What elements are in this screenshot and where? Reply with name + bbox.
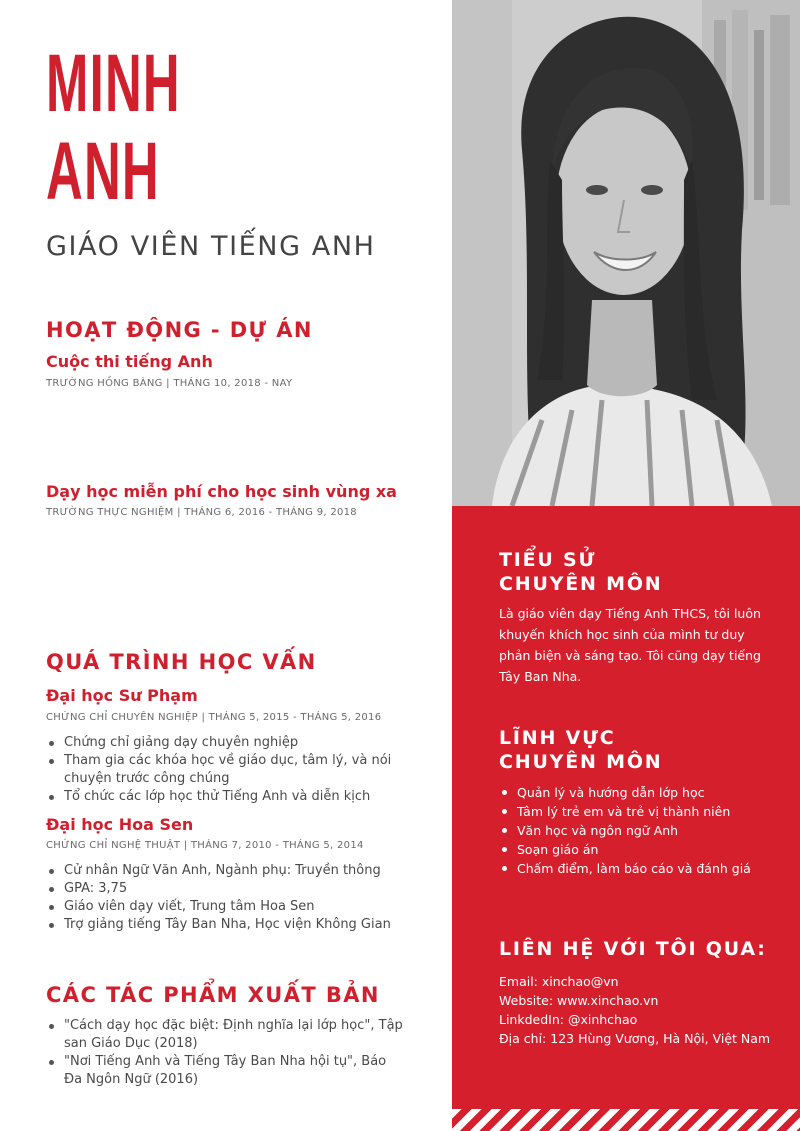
contact-address: Địa chỉ: 123 Hùng Vương, Hà Nội, Việt Nam	[499, 1031, 771, 1046]
education-section-title: QUÁ TRÌNH HỌC VẤN	[46, 650, 317, 674]
list-item: Soạn giáo án	[499, 840, 789, 859]
list-item: Tham gia các khóa học về giáo dục, tâm lý, và nói chuyện trước công chúng	[46, 752, 416, 788]
contact-linkedin[interactable]: LinkdedIn: @xinhchao	[499, 1012, 638, 1027]
activity-2-title: Dạy học miễn phí cho học sinh vùng xa	[46, 482, 397, 501]
list-item: Văn học và ngôn ngữ Anh	[499, 821, 789, 840]
list-item: GPA: 3,75	[46, 880, 416, 898]
education-1-title: Đại học Sư Phạm	[46, 686, 198, 705]
list-item: Chứng chỉ giảng dạy chuyên nghiệp	[46, 734, 416, 752]
activity-2-meta: TRƯỜNG THỰC NGHIỆM | THÁNG 6, 2016 - THÁNG 9, 2018	[46, 507, 357, 518]
education-2-list	[46, 862, 416, 934]
list-item: Trợ giảng tiếng Tây Ban Nha, Học viện Không Gian	[46, 916, 416, 934]
expertise-section-title	[499, 726, 663, 774]
contact-section-title: LIÊN HỆ VỚI TÔI QUA:	[499, 938, 767, 960]
right-column	[452, 0, 800, 1131]
expertise-title-line-2: CHUYÊN MÔN	[499, 751, 663, 773]
education-1-list	[46, 734, 416, 806]
profile-photo	[452, 0, 800, 506]
list-item: Quản lý và hướng dẫn lớp học	[499, 783, 789, 802]
bio-section-title	[499, 548, 663, 596]
activity-1-meta: TRƯỜNG HỒNG BÀNG | THÁNG 10, 2018 - NAY	[46, 378, 293, 389]
education-1-meta: CHỨNG CHỈ CHUYÊN NGHIỆP | THÁNG 5, 2015 - THÁNG 5, 2016	[46, 712, 382, 723]
list-item: Chấm điểm, làm báo cáo và đánh giá	[499, 859, 789, 878]
list-item: Cử nhân Ngữ Văn Anh, Ngành phụ: Truyền thông	[46, 862, 416, 880]
bio-title-line-1: TIỂU SỬ	[499, 549, 597, 571]
job-title: GIÁO VIÊN TIẾNG ANH	[46, 231, 376, 262]
education-2-title: Đại học Hoa Sen	[46, 815, 194, 834]
list-item: Giáo viên dạy viết, Trung tâm Hoa Sen	[46, 898, 416, 916]
list-item: Tổ chức các lớp học thử Tiếng Anh và diễn kịch	[46, 788, 416, 806]
list-item: "Nơi Tiếng Anh và Tiếng Tây Ban Nha hội tụ", Báo Đa Ngôn Ngữ (2016)	[46, 1053, 406, 1089]
bio-text: Là giáo viên dạy Tiếng Anh THCS, tôi luôn khuyến khích học sinh của mình tư duy phản biện và sáng tạo. Tôi cũng dạy tiếng Tây Ban Nha.	[499, 606, 761, 684]
contact-website[interactable]: Website: www.xinchao.vn	[499, 993, 659, 1008]
red-info-panel	[452, 506, 800, 1131]
publications-section-title: CÁC TÁC PHẨM XUẤT BẢN	[46, 983, 380, 1007]
expertise-title-line-1: LĨNH VỰC	[499, 727, 616, 749]
bio-title-line-2: CHUYÊN MÔN	[499, 573, 663, 595]
decorative-stripes	[452, 1109, 800, 1131]
contact-email[interactable]: Email: xinchao@vn	[499, 974, 619, 989]
activity-1-title: Cuộc thi tiếng Anh	[46, 352, 213, 371]
name-line-1: MINH	[46, 38, 181, 129]
portrait-illustration	[452, 0, 800, 506]
name-line-2: ANH	[46, 126, 160, 217]
list-item: Tâm lý trẻ em và trẻ vị thành niên	[499, 802, 789, 821]
expertise-list	[499, 783, 789, 878]
activities-section-title: HOẠT ĐỘNG - DỰ ÁN	[46, 318, 313, 342]
publications-list	[46, 1017, 406, 1089]
name-heading	[46, 40, 181, 216]
contact-details	[499, 972, 779, 1048]
education-2-meta: CHỨNG CHỈ NGHỆ THUẬT | THÁNG 7, 2010 - THÁNG 5, 2014	[46, 840, 364, 851]
list-item: "Cách dạy học đặc biệt: Định nghĩa lại lớp học", Tập san Giáo Dục (2018)	[46, 1017, 406, 1053]
